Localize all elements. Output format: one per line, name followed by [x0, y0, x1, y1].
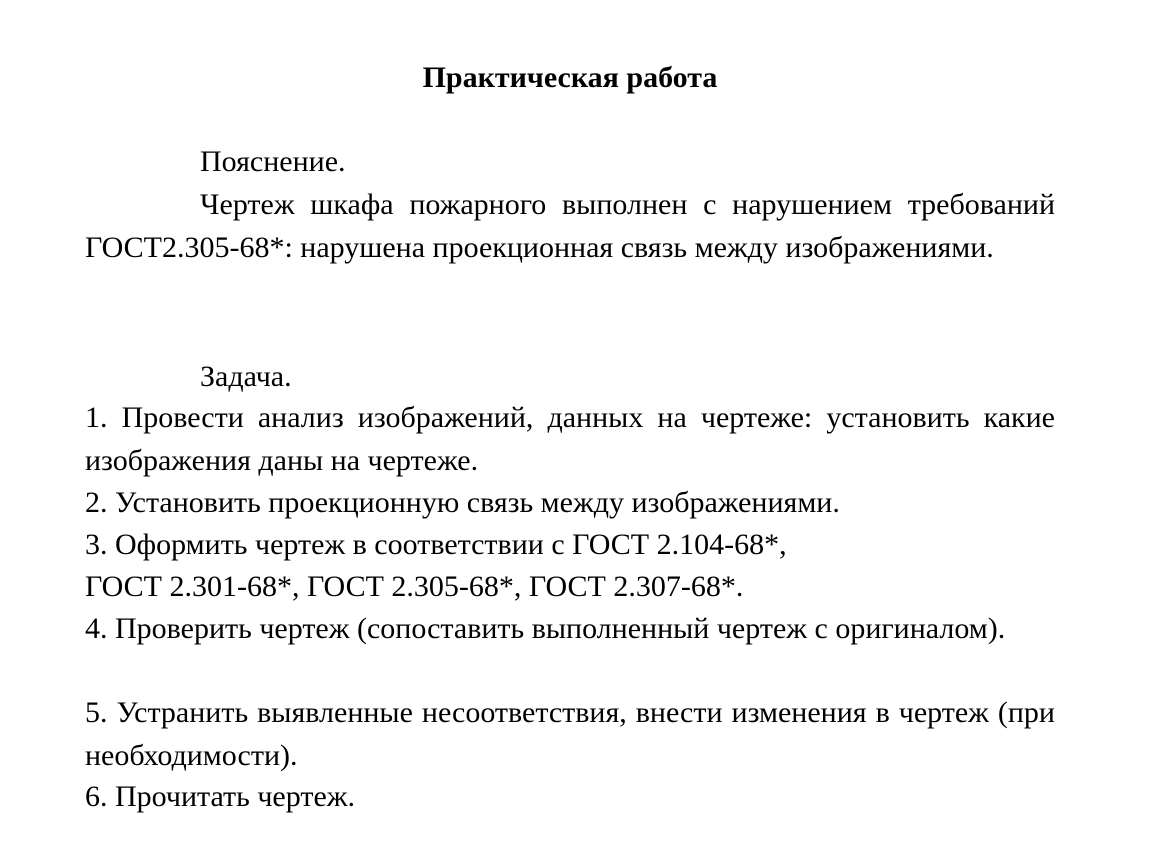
page-title: Практическая работа — [422, 61, 718, 94]
task-item-3: 3. Оформить чертеж в соответствии с ГОСТ 2.104-68*, — [85, 528, 787, 561]
explanation-heading: Пояснение. — [200, 145, 346, 178]
explanation-text: Чертеж шкафа пожарного выполнен с нарушением требований ГОСТ2.305-68*: нарушена проекционная связь между изображениями. — [85, 188, 1055, 264]
task-item-4: 4. Проверить чертеж (сопоставить выполненный чертеж с оригиналом). — [85, 612, 1006, 645]
task-item-5: 5. Устранить выявленные несоответствия, внести изменения в чертеж (при необходимости). — [85, 696, 1055, 772]
task-item-6: 6. Прочитать чертеж. — [85, 780, 355, 813]
task-item-3-continuation: ГОСТ 2.301-68*, ГОСТ 2.305-68*, ГОСТ 2.307-68*. — [85, 570, 744, 603]
task-item-1: 1. Провести анализ изображений, данных на чертеже: установить какие изображения даны на чертеже. — [85, 401, 1055, 477]
task-item-2: 2. Установить проекционную связь между изображениями. — [85, 486, 840, 519]
task-heading: Задача. — [200, 360, 292, 393]
